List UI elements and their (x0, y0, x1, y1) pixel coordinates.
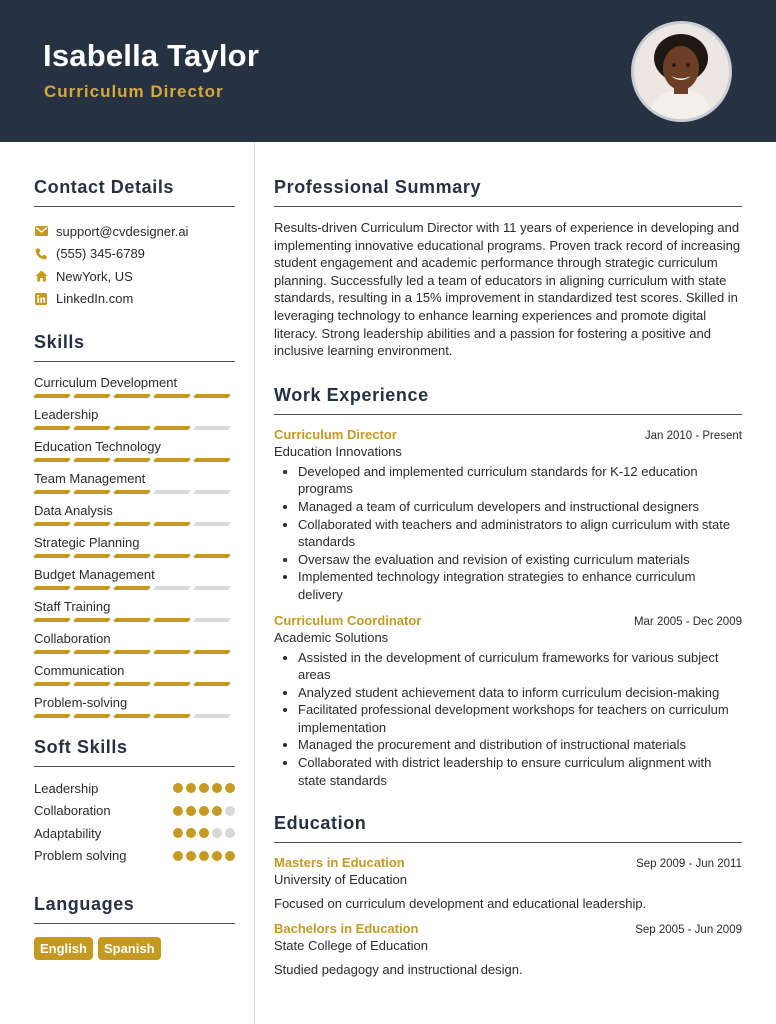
skill-level-segment (153, 682, 191, 686)
skill-level-segment (193, 490, 231, 494)
skill-level-segment (113, 490, 151, 494)
school-name: State College of Education (274, 938, 428, 954)
candidate-name: Isabella Taylor (43, 38, 260, 73)
soft-skills-title: Soft Skills (34, 737, 235, 767)
contact-section (34, 177, 235, 310)
skill-level-segment (73, 458, 111, 462)
skill-level-segment (33, 426, 71, 430)
contact-location-text: NewYork, US (56, 268, 133, 284)
skill-level-segment (193, 394, 231, 398)
education-entry (274, 855, 742, 911)
rating-dot (173, 851, 183, 861)
skill-item (34, 661, 235, 693)
rating-dot (212, 828, 222, 838)
job-bullet: • Oversaw the evaluation and revision of existing curriculum materials (298, 551, 742, 569)
skill-item (34, 629, 235, 661)
contact-location (34, 265, 235, 288)
degree-date: Sep 2009 - Jun 2011 (636, 858, 742, 871)
soft-skill-rating (173, 806, 235, 816)
linkedin-icon (34, 292, 48, 306)
work-title: Work Experience (274, 385, 742, 415)
job-bullet: • Managed a team of curriculum developers and instructional designers (298, 498, 742, 516)
skill-level-segment (73, 682, 111, 686)
job-entry (274, 613, 742, 790)
skill-level-bar (34, 618, 235, 622)
skill-level-segment (113, 682, 151, 686)
skill-level-segment (153, 586, 191, 590)
education-entry (274, 921, 742, 977)
job-date: Jan 2010 - Present (644, 429, 742, 442)
language-badge: Spanish (98, 937, 161, 960)
skill-item (34, 501, 235, 533)
rating-dot (173, 783, 183, 793)
skill-level-segment (193, 682, 231, 686)
skill-level-segment (113, 714, 151, 718)
skill-level-segment (33, 458, 71, 462)
skill-item (34, 437, 235, 469)
skill-level-segment (153, 714, 191, 718)
job-entry (274, 427, 742, 604)
skill-level-segment (73, 490, 111, 494)
skill-level-segment (153, 618, 191, 622)
skill-name: Leadership (34, 407, 99, 422)
rating-dot (199, 851, 209, 861)
soft-skill-item (34, 822, 235, 845)
rating-dot (225, 806, 235, 816)
skill-item (34, 693, 235, 725)
languages-section (34, 894, 235, 960)
summary-title: Professional Summary (274, 177, 742, 207)
skill-level-segment (193, 650, 231, 654)
skill-level-segment (153, 458, 191, 462)
soft-skill-item (34, 800, 235, 823)
soft-skill-name: Collaboration (34, 803, 111, 819)
contact-linkedin[interactable] (34, 288, 235, 311)
skill-level-segment (33, 522, 71, 526)
contact-email[interactable] (34, 220, 235, 243)
skill-level-segment (33, 586, 71, 590)
skill-level-segment (73, 586, 111, 590)
email-icon (34, 224, 48, 238)
skill-level-segment (73, 426, 111, 430)
skill-level-segment (33, 618, 71, 622)
skill-level-bar (34, 426, 235, 430)
skill-level-segment (193, 522, 231, 526)
skill-name: Problem-solving (34, 695, 128, 710)
soft-skills-list (34, 777, 235, 867)
skill-level-segment (33, 394, 71, 398)
phone-icon (34, 247, 48, 261)
job-bullet: • Managed the procurement and distribution of instructional materials (298, 736, 742, 754)
skill-level-segment (33, 490, 71, 494)
skill-name: Data Analysis (34, 503, 113, 518)
summary-text: Results-driven Curriculum Director with 11 years of experience in developing and implementing innovative educational programs. Proven track record of increasing student engagement and academic performance through strategic curriculum planning. Successfully led a team of educators in aligning curriculum with state standards, resulting in a 15% improvement in standardized test scores. Skilled in leveraging technology to enhance learning experiences and promote digital literacy. Strong leadership abilities and a passion for fostering a positive and inclusive learning environment. (274, 220, 741, 359)
skill-name: Collaboration (34, 631, 111, 646)
skill-name: Communication (34, 663, 125, 678)
rating-dot (212, 806, 222, 816)
rating-dot (186, 828, 196, 838)
degree-date: Sep 2005 - Jun 2009 (635, 924, 742, 937)
skill-name: Budget Management (34, 567, 155, 582)
skill-level-segment (33, 682, 71, 686)
skill-level-bar (34, 458, 235, 462)
rating-dot (225, 851, 235, 861)
skill-level-segment (73, 522, 111, 526)
skill-level-segment (73, 714, 111, 718)
job-bullet: • Implemented technology integration strategies to enhance curriculum delivery (298, 568, 742, 603)
soft-skill-name: Adaptability (34, 825, 102, 841)
job-bullets (274, 649, 742, 790)
job-bullet: • Collaborated with district leadership to ensure curriculum alignment with state standards (298, 754, 742, 789)
home-icon (34, 269, 48, 283)
skill-level-segment (153, 394, 191, 398)
skill-level-segment (113, 458, 151, 462)
rating-dot (199, 828, 209, 838)
job-bullet: • Facilitated professional development workshops for teachers on curriculum implementation (298, 701, 742, 736)
skill-level-segment (113, 554, 151, 558)
skill-level-bar (34, 714, 235, 718)
job-title: Curriculum Director (274, 426, 397, 442)
job-bullet: • Developed and implemented curriculum standards for K-12 education programs (298, 463, 742, 498)
skill-level-segment (113, 586, 151, 590)
skill-item (34, 373, 235, 405)
rating-dot (212, 783, 222, 793)
skill-name: Curriculum Development (34, 375, 178, 390)
skill-level-segment (193, 586, 231, 590)
summary-section (274, 177, 742, 360)
skill-level-segment (73, 618, 111, 622)
avatar (631, 21, 732, 122)
job-title: Curriculum Coordinator (274, 612, 422, 628)
skill-level-segment (73, 394, 111, 398)
language-badge: English (34, 937, 93, 960)
work-section (274, 385, 742, 790)
skill-level-segment (33, 650, 71, 654)
skill-level-segment (113, 650, 151, 654)
skills-list (34, 373, 235, 725)
skills-section (34, 332, 235, 725)
skill-name: Team Management (34, 471, 146, 486)
rating-dot (186, 806, 196, 816)
soft-skills-section (34, 737, 235, 867)
skill-level-segment (153, 490, 191, 494)
skill-level-segment (33, 554, 71, 558)
soft-skill-item (34, 777, 235, 800)
candidate-role: Curriculum Director (44, 82, 224, 101)
header (0, 0, 776, 142)
contact-linkedin-text: LinkedIn.com (56, 291, 134, 307)
education-title: Education (274, 813, 742, 843)
skill-level-segment (113, 618, 151, 622)
degree-title: Bachelors in Education (274, 921, 419, 937)
skill-level-segment (153, 522, 191, 526)
rating-dot (225, 783, 235, 793)
skill-level-segment (193, 426, 231, 430)
job-company: Education Innovations (274, 443, 402, 459)
education-desc: Studied pedagogy and instructional design. (274, 962, 523, 978)
rating-dot (199, 806, 209, 816)
rating-dot (186, 851, 196, 861)
skill-level-segment (33, 714, 71, 718)
skill-level-bar (34, 650, 235, 654)
job-bullet: • Collaborated with teachers and administrators to align curriculum with state standards (298, 516, 742, 551)
job-bullets (274, 463, 742, 604)
skill-item (34, 533, 235, 565)
skill-level-segment (153, 554, 191, 558)
soft-skill-name: Problem solving (34, 848, 127, 864)
column-divider (254, 142, 255, 1024)
skill-level-segment (73, 554, 111, 558)
skill-level-segment (193, 618, 231, 622)
skill-level-bar (34, 522, 235, 526)
skill-level-bar (34, 490, 235, 494)
skill-level-segment (153, 650, 191, 654)
school-name: University of Education (274, 872, 407, 888)
education-desc: Focused on curriculum development and educational leadership. (274, 896, 647, 912)
skill-level-segment (113, 426, 151, 430)
degree-title: Masters in Education (274, 855, 405, 871)
skill-name: Education Technology (34, 439, 161, 454)
languages-title: Languages (34, 894, 235, 924)
contact-phone[interactable] (34, 243, 235, 266)
job-date: Mar 2005 - Dec 2009 (633, 615, 742, 628)
soft-skill-rating (173, 851, 235, 861)
skill-level-segment (73, 650, 111, 654)
skill-level-bar (34, 586, 235, 590)
soft-skill-item (34, 845, 235, 868)
skill-level-segment (193, 458, 231, 462)
right-column (274, 142, 742, 977)
skill-level-segment (153, 426, 191, 430)
skill-level-segment (113, 394, 151, 398)
skill-name: Staff Training (34, 599, 111, 614)
contact-title: Contact Details (34, 177, 235, 207)
skill-item (34, 565, 235, 597)
education-section (274, 813, 742, 977)
skill-item (34, 597, 235, 629)
avatar-portrait-icon (634, 24, 729, 119)
job-bullet: • Assisted in the development of curriculum frameworks for various subject areas (298, 649, 742, 684)
skill-level-bar (34, 682, 235, 686)
skill-name: Strategic Planning (34, 535, 140, 550)
skill-level-bar (34, 394, 235, 398)
job-company: Academic Solutions (274, 629, 389, 645)
soft-skill-rating (173, 828, 235, 838)
skill-level-segment (193, 714, 231, 718)
rating-dot (199, 783, 209, 793)
skill-item (34, 469, 235, 501)
rating-dot (225, 828, 235, 838)
rating-dot (173, 806, 183, 816)
rating-dot (173, 828, 183, 838)
skill-item (34, 405, 235, 437)
skill-level-bar (34, 554, 235, 558)
skills-title: Skills (34, 332, 235, 362)
rating-dot (212, 851, 222, 861)
soft-skill-name: Leadership (34, 780, 99, 796)
skill-level-segment (113, 522, 151, 526)
soft-skill-rating (173, 783, 235, 793)
skill-level-segment (193, 554, 231, 558)
left-column (34, 142, 235, 960)
contact-phone-text: (555) 345-6789 (56, 246, 145, 262)
contact-email-text: support@cvdesigner.ai (56, 223, 189, 239)
job-bullet: • Analyzed student achievement data to inform curriculum decision-making (298, 684, 742, 702)
rating-dot (186, 783, 196, 793)
